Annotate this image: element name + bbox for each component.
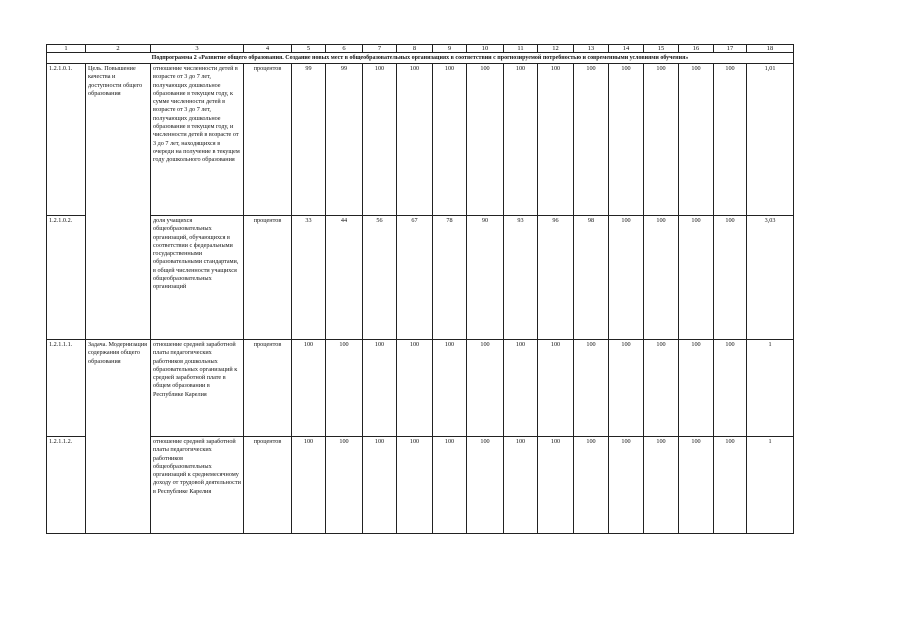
table-row	[47, 437, 794, 534]
row-value: 100	[714, 340, 747, 437]
row-indicator: отношение средней заработной платы педагогических работников общеобразовательных организаций к среднемесячному доходу от трудовой деятельности в Республике Карелия	[151, 437, 244, 534]
column-number: 17	[714, 45, 747, 53]
row-indicator: отношение средней заработной платы педагогических работников дошкольных образовательных организаций к средней заработной плате в общем образовании в Республике Карелия	[151, 340, 244, 437]
row-value: 100	[644, 437, 679, 534]
row-unit: процентов	[244, 64, 292, 216]
row-value: 93	[504, 216, 538, 340]
column-number: 18	[747, 45, 794, 53]
row-last-value: 1	[747, 437, 794, 534]
row-value: 33	[292, 216, 326, 340]
row-value: 100	[433, 437, 467, 534]
row-value: 78	[433, 216, 467, 340]
row-value: 100	[467, 340, 504, 437]
row-value: 100	[644, 340, 679, 437]
row-value: 100	[574, 64, 609, 216]
row-last-value: 1	[747, 340, 794, 437]
column-number: 12	[538, 45, 574, 53]
row-value: 100	[714, 64, 747, 216]
column-number: 7	[363, 45, 397, 53]
row-code: 1.2.1.0.1.	[47, 64, 86, 216]
row-value: 100	[609, 437, 644, 534]
row-value: 100	[714, 216, 747, 340]
row-value: 100	[433, 340, 467, 437]
row-value: 100	[397, 437, 433, 534]
column-number: 5	[292, 45, 326, 53]
column-number-row	[47, 45, 794, 53]
row-value: 100	[609, 64, 644, 216]
row-value: 100	[326, 437, 363, 534]
column-number: 9	[433, 45, 467, 53]
column-number: 6	[326, 45, 363, 53]
row-value: 100	[574, 437, 609, 534]
row-last-value: 3,03	[747, 216, 794, 340]
table-row	[47, 64, 794, 216]
row-value: 100	[467, 64, 504, 216]
row-value: 100	[363, 340, 397, 437]
row-last-value: 1,01	[747, 64, 794, 216]
column-number: 8	[397, 45, 433, 53]
row-value: 100	[679, 437, 714, 534]
column-number: 11	[504, 45, 538, 53]
row-value: 100	[467, 437, 504, 534]
row-value: 100	[679, 64, 714, 216]
indicator-table	[46, 44, 794, 534]
row-value: 100	[433, 64, 467, 216]
row-unit: процентов	[244, 340, 292, 437]
subprogram-title: Подпрограмма 2 «Развитие общего образования. Создание новых мест в общеобразовательных организациях в соответствии с прогнозируемой потребностью и современными условиями обучения»	[47, 53, 794, 64]
table-row	[47, 340, 794, 437]
row-value: 100	[538, 340, 574, 437]
row-value: 98	[574, 216, 609, 340]
column-number: 1	[47, 45, 86, 53]
document-page	[46, 44, 794, 534]
row-goal	[86, 216, 151, 340]
row-value: 100	[292, 340, 326, 437]
row-value: 100	[292, 437, 326, 534]
row-goal	[86, 437, 151, 534]
row-value: 100	[397, 340, 433, 437]
row-code: 1.2.1.0.2.	[47, 216, 86, 340]
row-value: 100	[714, 437, 747, 534]
column-number: 15	[644, 45, 679, 53]
column-number: 10	[467, 45, 504, 53]
row-value: 100	[679, 216, 714, 340]
row-value: 100	[644, 216, 679, 340]
column-number: 4	[244, 45, 292, 53]
row-value: 100	[644, 64, 679, 216]
row-value: 67	[397, 216, 433, 340]
row-value: 100	[574, 340, 609, 437]
row-value: 100	[609, 216, 644, 340]
row-value: 100	[609, 340, 644, 437]
subprogram-row	[47, 53, 794, 64]
row-value: 56	[363, 216, 397, 340]
row-unit: процентов	[244, 437, 292, 534]
table-row	[47, 216, 794, 340]
column-number: 2	[86, 45, 151, 53]
row-value: 100	[363, 437, 397, 534]
row-code: 1.2.1.1.1.	[47, 340, 86, 437]
row-indicator: отношение численности детей в возрасте от 3 до 7 лет, получающих дошкольное образование в текущем году, к сумме численности детей в возрасте от 3 до 7 лет, получающих дошкольное образование в текущем году, и численности детей в возрасте от 3 до 7 лет, находящихся в очереди на получение в текущем году дошкольного образования	[151, 64, 244, 216]
row-indicator: доля учащихся общеобразовательных организаций, обучающихся в соответствии с федеральными государственными образовательными стандартами, в общей численности учащихся общеобразовательных организаций	[151, 216, 244, 340]
row-value: 100	[679, 340, 714, 437]
row-value: 99	[326, 64, 363, 216]
row-value: 99	[292, 64, 326, 216]
row-value: 100	[538, 64, 574, 216]
column-number: 16	[679, 45, 714, 53]
column-number: 3	[151, 45, 244, 53]
row-value: 44	[326, 216, 363, 340]
row-goal: Задача. Модернизация содержания общего образования	[86, 340, 151, 437]
row-value: 96	[538, 216, 574, 340]
row-value: 100	[504, 64, 538, 216]
row-value: 100	[397, 64, 433, 216]
row-code: 1.2.1.1.2.	[47, 437, 86, 534]
row-value: 100	[363, 64, 397, 216]
row-unit: процентов	[244, 216, 292, 340]
row-value: 100	[504, 437, 538, 534]
row-value: 100	[504, 340, 538, 437]
column-number: 14	[609, 45, 644, 53]
row-value: 100	[538, 437, 574, 534]
column-number: 13	[574, 45, 609, 53]
row-value: 90	[467, 216, 504, 340]
row-goal: Цель. Повышение качества и доступности общего образования	[86, 64, 151, 216]
row-value: 100	[326, 340, 363, 437]
